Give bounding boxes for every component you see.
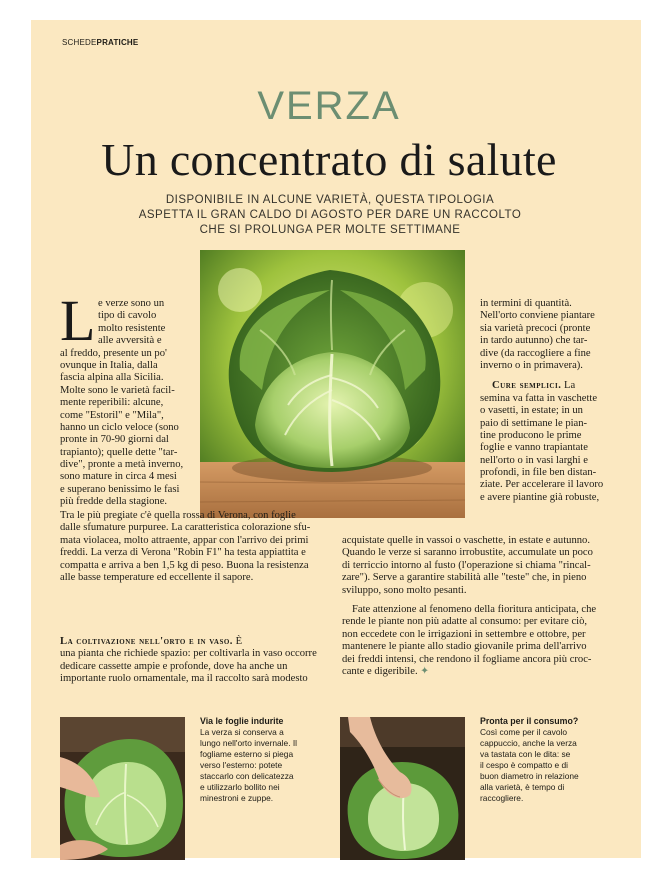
caption-pronta: [480, 716, 615, 804]
article-title: Un concentrato di salute: [101, 134, 557, 185]
text-line: ziate. Per accelerare il lavoro: [480, 479, 604, 491]
text-line: alle avversità e: [98, 335, 162, 347]
section-name: PRATICHE: [96, 38, 139, 47]
text-line: mantenere le piante allo stadio giovanile prima dell'arrivo: [342, 641, 587, 653]
spacer: [480, 372, 610, 380]
text-line: hanno un ciclo veloce (sono: [60, 421, 179, 433]
text-line: al freddo, presente un po': [60, 347, 167, 359]
text-line: sono mature in circa 4 mesi: [60, 471, 177, 483]
text-line: profondi, in file ben distan-: [480, 467, 597, 479]
text-line: mente reperibili: alcune,: [60, 397, 164, 409]
text-line: inverno o in primavera).: [480, 359, 583, 371]
text-line: e superano benissimo le fasi: [60, 483, 180, 495]
text-line: rende le piante non più adatte al consumo: per evitare ciò,: [342, 616, 588, 628]
section-prefix: SCHEDE: [62, 38, 97, 47]
caption-line: verso l'esterno: potete: [200, 760, 283, 770]
text-line: tine producono le prime: [480, 429, 582, 441]
text-line: una pianta che richiede spazio: per coltivarla in vaso occorre: [60, 648, 317, 660]
column-b-wide: [342, 535, 612, 597]
column-b-narrow: [480, 298, 610, 504]
caption-line: raccogliere.: [480, 793, 524, 803]
text-line: alle basse temperature ed eccellente il sapore.: [60, 571, 254, 583]
section-heading: La coltivazione nell'orto e in vaso.: [60, 636, 233, 647]
section-heading: Cure semplici.: [492, 380, 562, 392]
text-line: dedicare cassette ampie e profonde, dove ha anche un: [60, 660, 288, 672]
text-line: o vasetti, in estate; in un: [480, 405, 583, 417]
end-mark-icon: ✦: [420, 665, 430, 677]
caption-line: e utilizzarlo bollito nei: [200, 782, 280, 792]
cabbage-leaves-photo: [60, 717, 185, 860]
caption-line: lungo nell'orto invernale. Il: [200, 738, 298, 748]
text-line: ovunque in Italia, dalla: [60, 359, 158, 371]
drop-cap: L: [60, 288, 96, 353]
text-line: dei freddi intensi, che rendono il fogliame ancora più croc-: [342, 653, 592, 665]
subtitle-line: CHE SI PROLUNGA PER MOLTE SETTIMANE: [199, 224, 461, 236]
text-line: Nell'orto conviene piantare: [480, 310, 595, 322]
caption-line: cappuccio, anche la verza: [480, 738, 577, 748]
article-subtitle: [120, 193, 540, 238]
text-line: Molte sono le varietà facil-: [60, 384, 175, 396]
text-line: sviluppo, sono molto pesanti.: [342, 584, 467, 596]
text-line: paio di settimane le pian-: [480, 417, 588, 429]
text-line: dive (da raccogliere a fine: [480, 347, 591, 359]
coltivazione-section: [60, 636, 335, 686]
text-line: compatta e arriva a ben 1,5 kg di peso. Buona la resistenza: [60, 559, 309, 571]
subtitle-line: DISPONIBILE IN ALCUNE VARIETÀ, QUESTA TIPOLOGIA: [165, 194, 495, 206]
caption-line: staccarlo con delicatezza: [200, 771, 294, 781]
cabbage-hero-photo: [200, 250, 465, 518]
text-line: Cure semplici. La: [492, 380, 576, 392]
text-line: come "Estoril" e "Mila",: [60, 409, 164, 421]
text-line: tipo di cavolo: [98, 310, 157, 322]
caption-title: Via le foglie indurite: [200, 716, 284, 726]
text-line: dive", pronte a metà inverno,: [60, 459, 184, 471]
text-line: cante e digeribile. ✦: [342, 665, 430, 677]
section-header: [62, 38, 138, 47]
text-line: e avere piantine già robuste,: [480, 491, 600, 503]
text-line: zare"). Serve a garantire stabilità alle "teste" che, in pieno: [342, 572, 587, 584]
article-kicker: VERZA: [257, 84, 401, 128]
text-line: Quando le verze si saranno irrobustite, accumulate un poco: [342, 547, 593, 559]
text-line: Tra le più pregiate c'è quella rossa di Verona, con foglie: [60, 510, 296, 521]
text-line: non eccedete con le irrigazioni in settembre e ottobre, per: [342, 628, 586, 640]
caption-line: La verza si conserva a: [200, 727, 284, 737]
text-line: fascia alpina alla Sicilia.: [60, 372, 164, 384]
text-line: di terriccio intorno al fusto (l'operazione si chiama "rincal-: [342, 559, 591, 571]
text-line: importante ruolo ornamentale, ma il raccolto sarà modesto: [60, 673, 308, 685]
cabbage-hand-photo: [340, 717, 465, 860]
text-line: e verze sono un: [98, 298, 165, 309]
text-line: dalle sfumature purpuree. La caratteristica colorazione sfu-: [60, 522, 311, 534]
caption-foglie: [200, 716, 335, 804]
caption-line: minestroni e zuppe.: [200, 793, 274, 803]
text-line: in tardo autunno) che tar-: [480, 335, 588, 347]
column-a-narrow: [60, 298, 186, 509]
text-line: Fate attenzione al fenomeno della fioritura anticipata, che: [352, 604, 597, 615]
text-line: molto resistente: [98, 322, 166, 334]
caption-line: va tastata con le dita: se: [480, 749, 571, 759]
caption-line: Così come per il cavolo: [480, 727, 568, 737]
text-line: nell'orto o in vasi larghi e: [480, 454, 588, 466]
caption-line: alla varietà, è tempo di: [480, 782, 565, 792]
text-line: semina va fatta in vaschette: [480, 392, 598, 404]
text-line: sia varietà precoci (pronte: [480, 322, 591, 334]
text-line: trapianto); quelle dette "tar-: [60, 446, 178, 458]
text-line: mata violacea, molto attraente, appar con l'arrivo dei primi: [60, 534, 309, 546]
caption-line: buon diametro in relazione: [480, 771, 579, 781]
text-line: più fredde della stagione.: [60, 496, 168, 508]
text-line: freddi. La verza di Verona "Robin F1" ha testa appiattita e: [60, 547, 306, 559]
fioritura-paragraph: [342, 604, 614, 678]
caption-line: il cespo è compatto e di: [480, 760, 568, 770]
caption-line: fogliame esterno si piega: [200, 749, 294, 759]
text-line: pronte in 70-90 giorni dal: [60, 434, 169, 446]
text-line: foglie e vanno trapiantate: [480, 442, 588, 454]
text-line: in termini di quantità.: [480, 298, 572, 309]
text-line: La coltivazione nell'orto e in vaso. È: [60, 636, 243, 647]
text-line: acquistate quelle in vassoi o vaschette, in estate e autunno.: [342, 535, 590, 546]
caption-title: Pronta per il consumo?: [480, 716, 579, 726]
subtitle-line: ASPETTA IL GRAN CALDO DI AGOSTO PER DARE UN RACCOLTO: [138, 209, 522, 221]
column-a-wide: [60, 510, 330, 584]
